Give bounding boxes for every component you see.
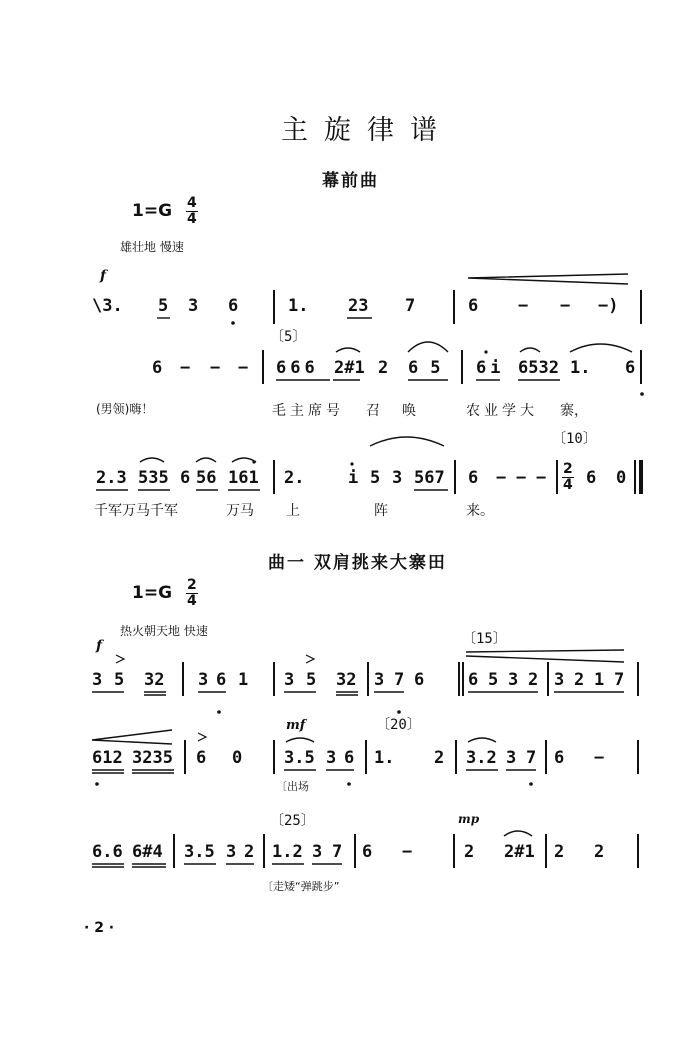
note: 6	[468, 670, 479, 690]
note: 3	[506, 748, 517, 768]
stage-direction-enter: 〔出场	[276, 780, 309, 793]
note: 6	[216, 670, 227, 690]
note: 3	[312, 842, 323, 862]
note: 2	[528, 670, 539, 690]
note: −)	[598, 296, 619, 316]
note: 6#4	[132, 842, 163, 862]
note: 6	[468, 296, 479, 316]
rehearsal-mark-10: 〔10〕	[552, 431, 597, 447]
lyric: 来。	[466, 503, 494, 519]
note: −	[536, 468, 547, 488]
note: 7	[394, 670, 405, 690]
note: 3	[226, 842, 237, 862]
note: 6	[625, 358, 636, 378]
note: 56	[196, 468, 217, 488]
accent	[116, 655, 124, 663]
octave-dot	[350, 462, 353, 465]
note: 5	[158, 296, 169, 316]
note: 3	[198, 670, 209, 690]
slur	[232, 458, 256, 462]
note: 3	[392, 468, 403, 488]
slur	[286, 738, 314, 742]
note: 6.6	[92, 842, 123, 862]
rehearsal-mark-20: 〔20〕	[376, 717, 421, 733]
note: 6	[468, 468, 479, 488]
note: 0	[232, 748, 243, 768]
prelude-tempo: 雄壮地 慢速	[120, 240, 184, 254]
song1-time-num: 2	[186, 577, 197, 593]
note: 6	[344, 748, 355, 768]
note: −	[518, 296, 529, 316]
note: 5	[306, 670, 317, 690]
song1-dynamic-mf: mf	[286, 718, 306, 733]
octave-dot	[640, 392, 644, 396]
prelude-time-num: 4	[186, 195, 197, 211]
lyric: 阵	[374, 503, 388, 519]
octave-dot	[529, 782, 533, 786]
lyric: 毛主席号	[272, 403, 344, 419]
note: 2	[464, 842, 475, 862]
note: 666	[276, 358, 319, 378]
lyric: 千军万马千军	[94, 503, 178, 519]
note: 2	[244, 842, 255, 862]
note: \3.	[92, 296, 123, 316]
note: 1.	[374, 748, 395, 768]
note: 6	[228, 296, 239, 316]
note: 6	[414, 670, 425, 690]
slur	[196, 458, 216, 462]
note: 6	[180, 468, 191, 488]
note: 3.5	[184, 842, 215, 862]
note: 0	[616, 468, 627, 488]
note: −	[238, 358, 249, 378]
note: 7	[526, 748, 537, 768]
octave-dot	[95, 782, 99, 786]
note: 7	[332, 842, 343, 862]
note: 6	[152, 358, 163, 378]
note: 2	[434, 748, 445, 768]
note: 6	[196, 748, 207, 768]
note: 1.2	[272, 842, 303, 862]
lyric: (男领)嗨！	[96, 402, 154, 416]
song1-dynamic: f	[96, 638, 103, 654]
note: 3.2	[466, 748, 497, 768]
note: 567	[414, 468, 445, 488]
note: 6i	[476, 358, 505, 378]
note: 32	[336, 670, 357, 690]
song1-tempo: 热火朝天地 快速	[120, 624, 208, 638]
rehearsal-mark-25: 〔25〕	[270, 813, 315, 829]
prelude-key: 1=G	[132, 201, 173, 221]
note: 23	[348, 296, 369, 316]
song1-key: 1=G	[132, 583, 173, 603]
note: 3.5	[284, 748, 315, 768]
note: 3	[374, 670, 385, 690]
note: 1.	[288, 296, 309, 316]
note: 3	[326, 748, 337, 768]
note: i	[348, 468, 359, 488]
note: 6	[554, 748, 565, 768]
slur	[570, 344, 632, 352]
note: −	[180, 358, 191, 378]
note: 2.	[284, 468, 305, 488]
note: 5	[488, 670, 499, 690]
prelude-dynamic: f	[100, 268, 107, 284]
rehearsal-mark-5: 〔5〕	[270, 329, 307, 345]
note: 6532	[518, 358, 559, 378]
accent	[306, 655, 314, 663]
note: 161	[228, 468, 259, 488]
prelude-time-den: 4	[186, 211, 197, 227]
note: −	[402, 842, 413, 862]
note: −	[210, 358, 221, 378]
note: 7	[614, 670, 625, 690]
prelude-heading: 幕前曲	[322, 171, 379, 191]
lyric: 寨，	[560, 403, 588, 419]
octave-dot	[217, 710, 221, 714]
note: 2	[554, 842, 565, 862]
octave-dot	[484, 350, 487, 353]
ts-change-den: 4	[563, 477, 573, 493]
page-title: 主旋律谱	[281, 115, 453, 146]
page-number: · 2 ·	[84, 920, 115, 936]
lyric: 农业学大	[466, 403, 538, 419]
lyric: 万马	[226, 503, 254, 519]
stage-direction-dance: 〔走矮“弹跳步”	[262, 880, 340, 893]
decrescendo-hairpin	[466, 650, 624, 662]
note: 1.	[570, 358, 591, 378]
lyric: 上	[286, 503, 300, 519]
note: −	[594, 748, 605, 768]
note: 3	[188, 296, 199, 316]
note: 65	[408, 358, 453, 378]
note: 7	[405, 296, 416, 316]
slur	[468, 738, 496, 742]
note: 2#1	[504, 842, 535, 862]
note: −	[560, 296, 571, 316]
song1-dynamic-mp: mp	[458, 812, 480, 826]
lyric: 召	[366, 403, 380, 419]
note: 32	[144, 670, 165, 690]
note: 1	[594, 670, 605, 690]
note: 3	[508, 670, 519, 690]
note: 2	[574, 670, 585, 690]
octave-dot	[231, 321, 235, 325]
slur	[336, 348, 360, 352]
slur	[370, 437, 444, 446]
octave-dot	[397, 710, 401, 714]
song1-heading: 曲一 双肩挑来大寨田	[268, 553, 447, 573]
note: 1	[238, 670, 249, 690]
octave-dot	[252, 460, 255, 463]
note: 535	[138, 468, 169, 488]
rehearsal-mark-15: 〔15〕	[462, 631, 507, 647]
note: 5	[114, 670, 125, 690]
note: −	[496, 468, 507, 488]
crescendo-hairpin	[92, 730, 172, 744]
note: 2#1	[334, 358, 365, 378]
slur	[520, 348, 540, 352]
note: 6	[586, 468, 597, 488]
slur	[140, 458, 164, 462]
note: 2	[594, 842, 605, 862]
note: 3	[92, 670, 103, 690]
note: 612	[92, 748, 123, 768]
accent	[198, 733, 206, 741]
note: 2	[378, 358, 389, 378]
lyric: 唤	[402, 403, 416, 419]
crescendo-hairpin	[468, 274, 628, 284]
slur	[408, 342, 448, 352]
slur	[504, 831, 532, 836]
note: 6	[362, 842, 373, 862]
ts-change-num: 2	[563, 461, 573, 477]
note: 3	[554, 670, 565, 690]
note: 5	[370, 468, 381, 488]
octave-dot	[347, 782, 351, 786]
song1-time-den: 4	[186, 593, 197, 609]
note: 2.3	[96, 468, 127, 488]
note: 3	[284, 670, 295, 690]
note: 3235	[132, 748, 173, 768]
note: −	[516, 468, 527, 488]
